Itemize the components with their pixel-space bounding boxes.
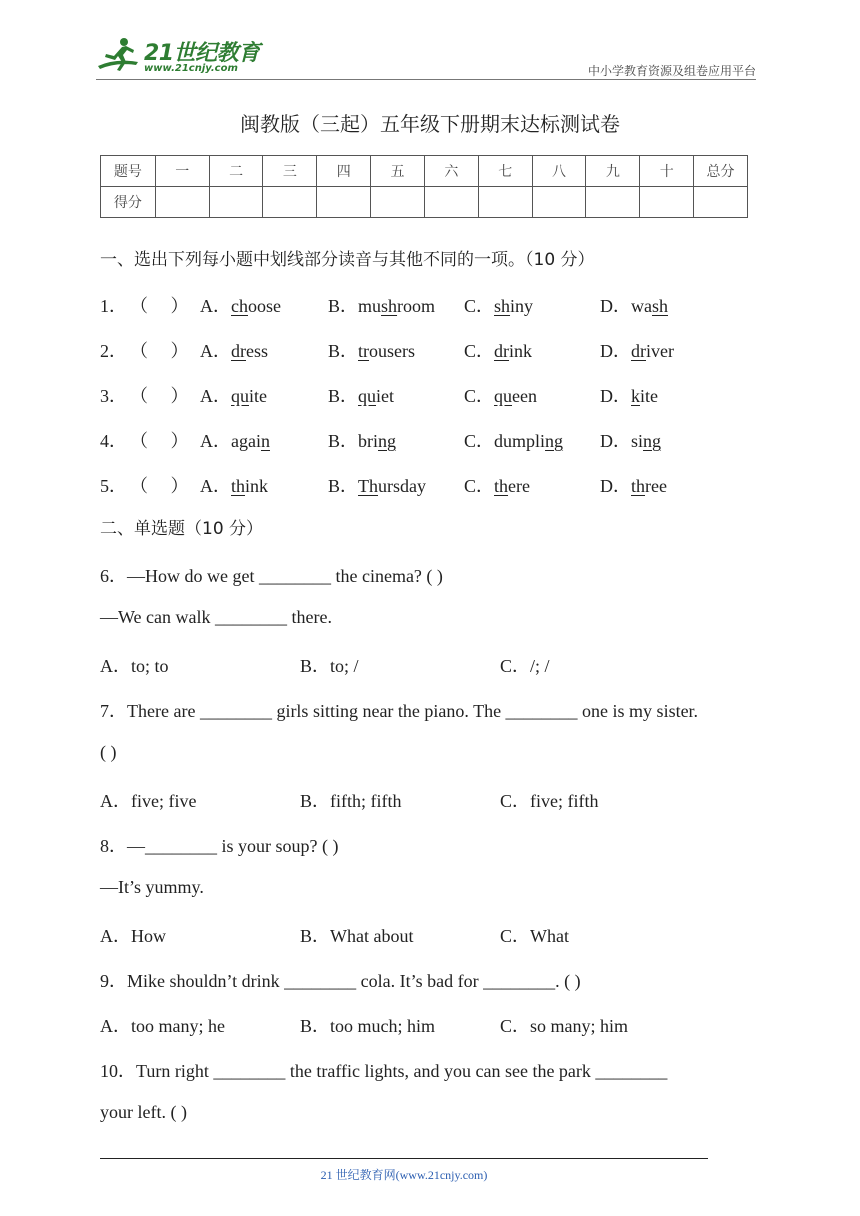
score-cell: 四 [317,156,371,187]
word-suffix: ite [249,386,267,406]
underlined-sound: tr [358,341,370,361]
option-a[interactable]: A．five; five [100,791,197,811]
exam-title: 闽教版（三起）五年级下册期末达标测试卷 [240,112,620,136]
option-letter: D． [600,431,631,451]
word-suffix: iet [376,386,395,406]
answer-blank[interactable]: （ ） [130,476,189,496]
score-input-cell[interactable] [478,187,532,218]
option-letter: B． [328,431,359,451]
option-letter: D． [600,341,631,361]
answer-blank[interactable]: （ ） [130,341,189,361]
question-number: 3． [100,386,127,406]
score-cell: 题号 [101,156,156,187]
option-b[interactable]: B．fifth; fifth [300,791,402,811]
option-b[interactable] [328,292,435,318]
option-letter: B． [328,476,359,496]
option-letter: A． [200,386,231,406]
option-letter: A． [200,431,231,451]
question-6: 6．—How do we get ________ the cinema? ( ) [100,566,443,586]
question-10-continued: your left. ( ) [100,1102,187,1122]
option-d[interactable] [600,427,661,453]
option-a[interactable]: A．to; to [100,656,169,676]
word-suffix: iny [510,296,534,316]
option-letter: C． [464,431,495,451]
score-input-cell[interactable] [694,187,748,218]
word-suffix: room [397,296,436,316]
underlined-sound: dr [494,341,510,361]
underlined-sound: ng [643,431,662,451]
answer-blank[interactable]: （ ） [130,296,189,316]
score-input-cell[interactable] [155,187,209,218]
underlined-sound: qu [494,386,513,406]
score-value-row [101,187,748,218]
score-input-cell[interactable] [371,187,425,218]
underlined-sound: dr [631,341,646,361]
score-cell: 总分 [694,156,748,187]
option-letter: B． [328,341,359,361]
word-prefix: si [631,431,644,451]
section1-heading: 一、选出下列每小题中划线部分读音与其他不同的一项。（10 分） [100,250,595,270]
answer-blank[interactable]: （ ） [130,386,189,406]
word-suffix: ousers [369,341,416,361]
word-suffix: iver [646,341,674,361]
question-7: 7．There are ________ girls sitting near the piano. The ________ one is my sister. [100,701,699,721]
underlined-sound: Th [358,476,379,496]
word-prefix: wa [631,296,652,316]
option-a[interactable] [200,337,268,363]
option-b[interactable]: B．too much; him [300,1016,435,1036]
option-c[interactable] [464,292,533,318]
platform-name: 中小学教育资源及组卷应用平台 [587,64,756,78]
score-table [100,155,748,218]
score-input-cell[interactable] [263,187,317,218]
word-prefix: bri [358,431,379,451]
underlined-sound: dr [231,341,246,361]
underlined-sound: ng [378,431,397,451]
logo-url: www.21cnjy.com [144,63,238,74]
question-number: 5． [100,476,127,496]
score-cell: 九 [586,156,640,187]
option-a[interactable] [200,427,270,453]
word-suffix: ree [645,476,667,496]
underlined-sound: sh [494,296,511,316]
word-suffix: ink [245,476,269,496]
option-letter: C． [464,341,495,361]
option-c[interactable]: C．so many; him [500,1016,629,1036]
option-letter: C． [464,386,495,406]
option-letter: D． [600,476,631,496]
option-letter: C． [464,296,495,316]
score-cell: 六 [424,156,478,187]
word-suffix: ere [508,476,531,496]
score-input-cell[interactable] [424,187,478,218]
option-b[interactable] [328,427,396,453]
underlined-sound: th [631,476,646,496]
score-input-cell[interactable] [586,187,640,218]
question-9: 9．Mike shouldn’t drink ________ cola. It’s bad for ________. ( ) [100,971,581,991]
score-header-row [101,156,748,187]
option-b[interactable] [328,382,394,408]
option-a[interactable]: A．too many; he [100,1016,225,1036]
word-suffix: ess [246,341,268,361]
question-8: 8．—________ is your soup? ( ) [100,836,339,856]
word-suffix: ursday [378,476,427,496]
score-cell: 五 [371,156,425,187]
score-cell: 二 [209,156,263,187]
underlined-sound: qu [231,386,249,406]
option-a[interactable] [200,382,267,408]
underlined-sound: k [631,386,640,406]
option-c[interactable] [464,382,537,408]
option-letter: A． [200,296,231,316]
score-cell: 八 [532,156,586,187]
logo-text: 21世纪教育 [144,41,260,66]
question-number: 1． [100,296,127,316]
underlined-sound: n [260,431,270,451]
score-cell: 三 [263,156,317,187]
option-letter: A． [200,476,231,496]
option-letter: D． [600,296,631,316]
underlined-sound: ch [231,296,248,316]
option-letter: C． [464,476,495,496]
option-letter: B． [328,296,359,316]
score-cell: 十 [640,156,694,187]
question-7-paren: ( ) [100,742,117,762]
word-suffix: ink [509,341,533,361]
option-d[interactable] [600,472,667,498]
underlined-sound: sh [652,296,669,316]
option-b[interactable]: B．to; / [300,656,359,676]
option-letter: B． [328,386,359,406]
underlined-sound: ng [545,431,564,451]
question-number: 4． [100,431,127,451]
question-6-response: —We can walk ________ there. [100,607,332,627]
footer-text: 21 世纪教育网(www.21cnjy.com) [320,1168,488,1182]
option-d[interactable] [600,292,668,318]
option-d[interactable] [600,382,658,408]
question-number: 2． [100,341,127,361]
option-b[interactable] [328,472,426,498]
option-a[interactable] [200,472,268,498]
option-b[interactable]: B．What about [300,926,414,946]
option-letter: D． [600,386,631,406]
footer-divider [100,1158,708,1159]
section2-heading: 二、单选题（10 分） [100,519,264,539]
word-prefix: agai [231,431,261,451]
word-suffix: een [512,386,537,406]
option-c[interactable] [464,337,532,363]
option-a[interactable]: A．How [100,926,166,946]
answer-blank[interactable]: （ ） [130,431,189,451]
option-c[interactable]: C．/; / [500,656,550,676]
logo [96,36,266,78]
question-8-response: —It’s yummy. [100,877,204,897]
option-c[interactable] [464,427,563,453]
underlined-sound: qu [358,386,377,406]
word-prefix: dumpli [494,431,546,451]
runner-logo-icon [96,36,140,76]
score-input-cell[interactable] [209,187,263,218]
word-prefix: mu [358,296,382,316]
option-c[interactable]: C．five; fifth [500,791,599,811]
score-cell: 七 [478,156,532,187]
question-10: 10．Turn right ________ the traffic lights, and you can see the park ________ [100,1061,668,1081]
option-letter: A． [200,341,231,361]
option-b[interactable] [328,337,415,363]
score-input-cell[interactable] [640,187,694,218]
page-header [96,32,756,80]
option-d[interactable] [600,337,674,363]
underlined-sound: th [494,476,509,496]
score-cell: 得分 [101,187,156,218]
underlined-sound: sh [381,296,398,316]
option-a[interactable] [200,292,281,318]
option-c[interactable] [464,472,530,498]
header-divider [96,79,756,80]
score-input-cell[interactable] [532,187,586,218]
word-suffix: ite [640,386,658,406]
option-c[interactable]: C．What [500,926,569,946]
underlined-sound: th [231,476,246,496]
score-cell: 一 [155,156,209,187]
score-input-cell[interactable] [317,187,371,218]
word-suffix: oose [248,296,281,316]
